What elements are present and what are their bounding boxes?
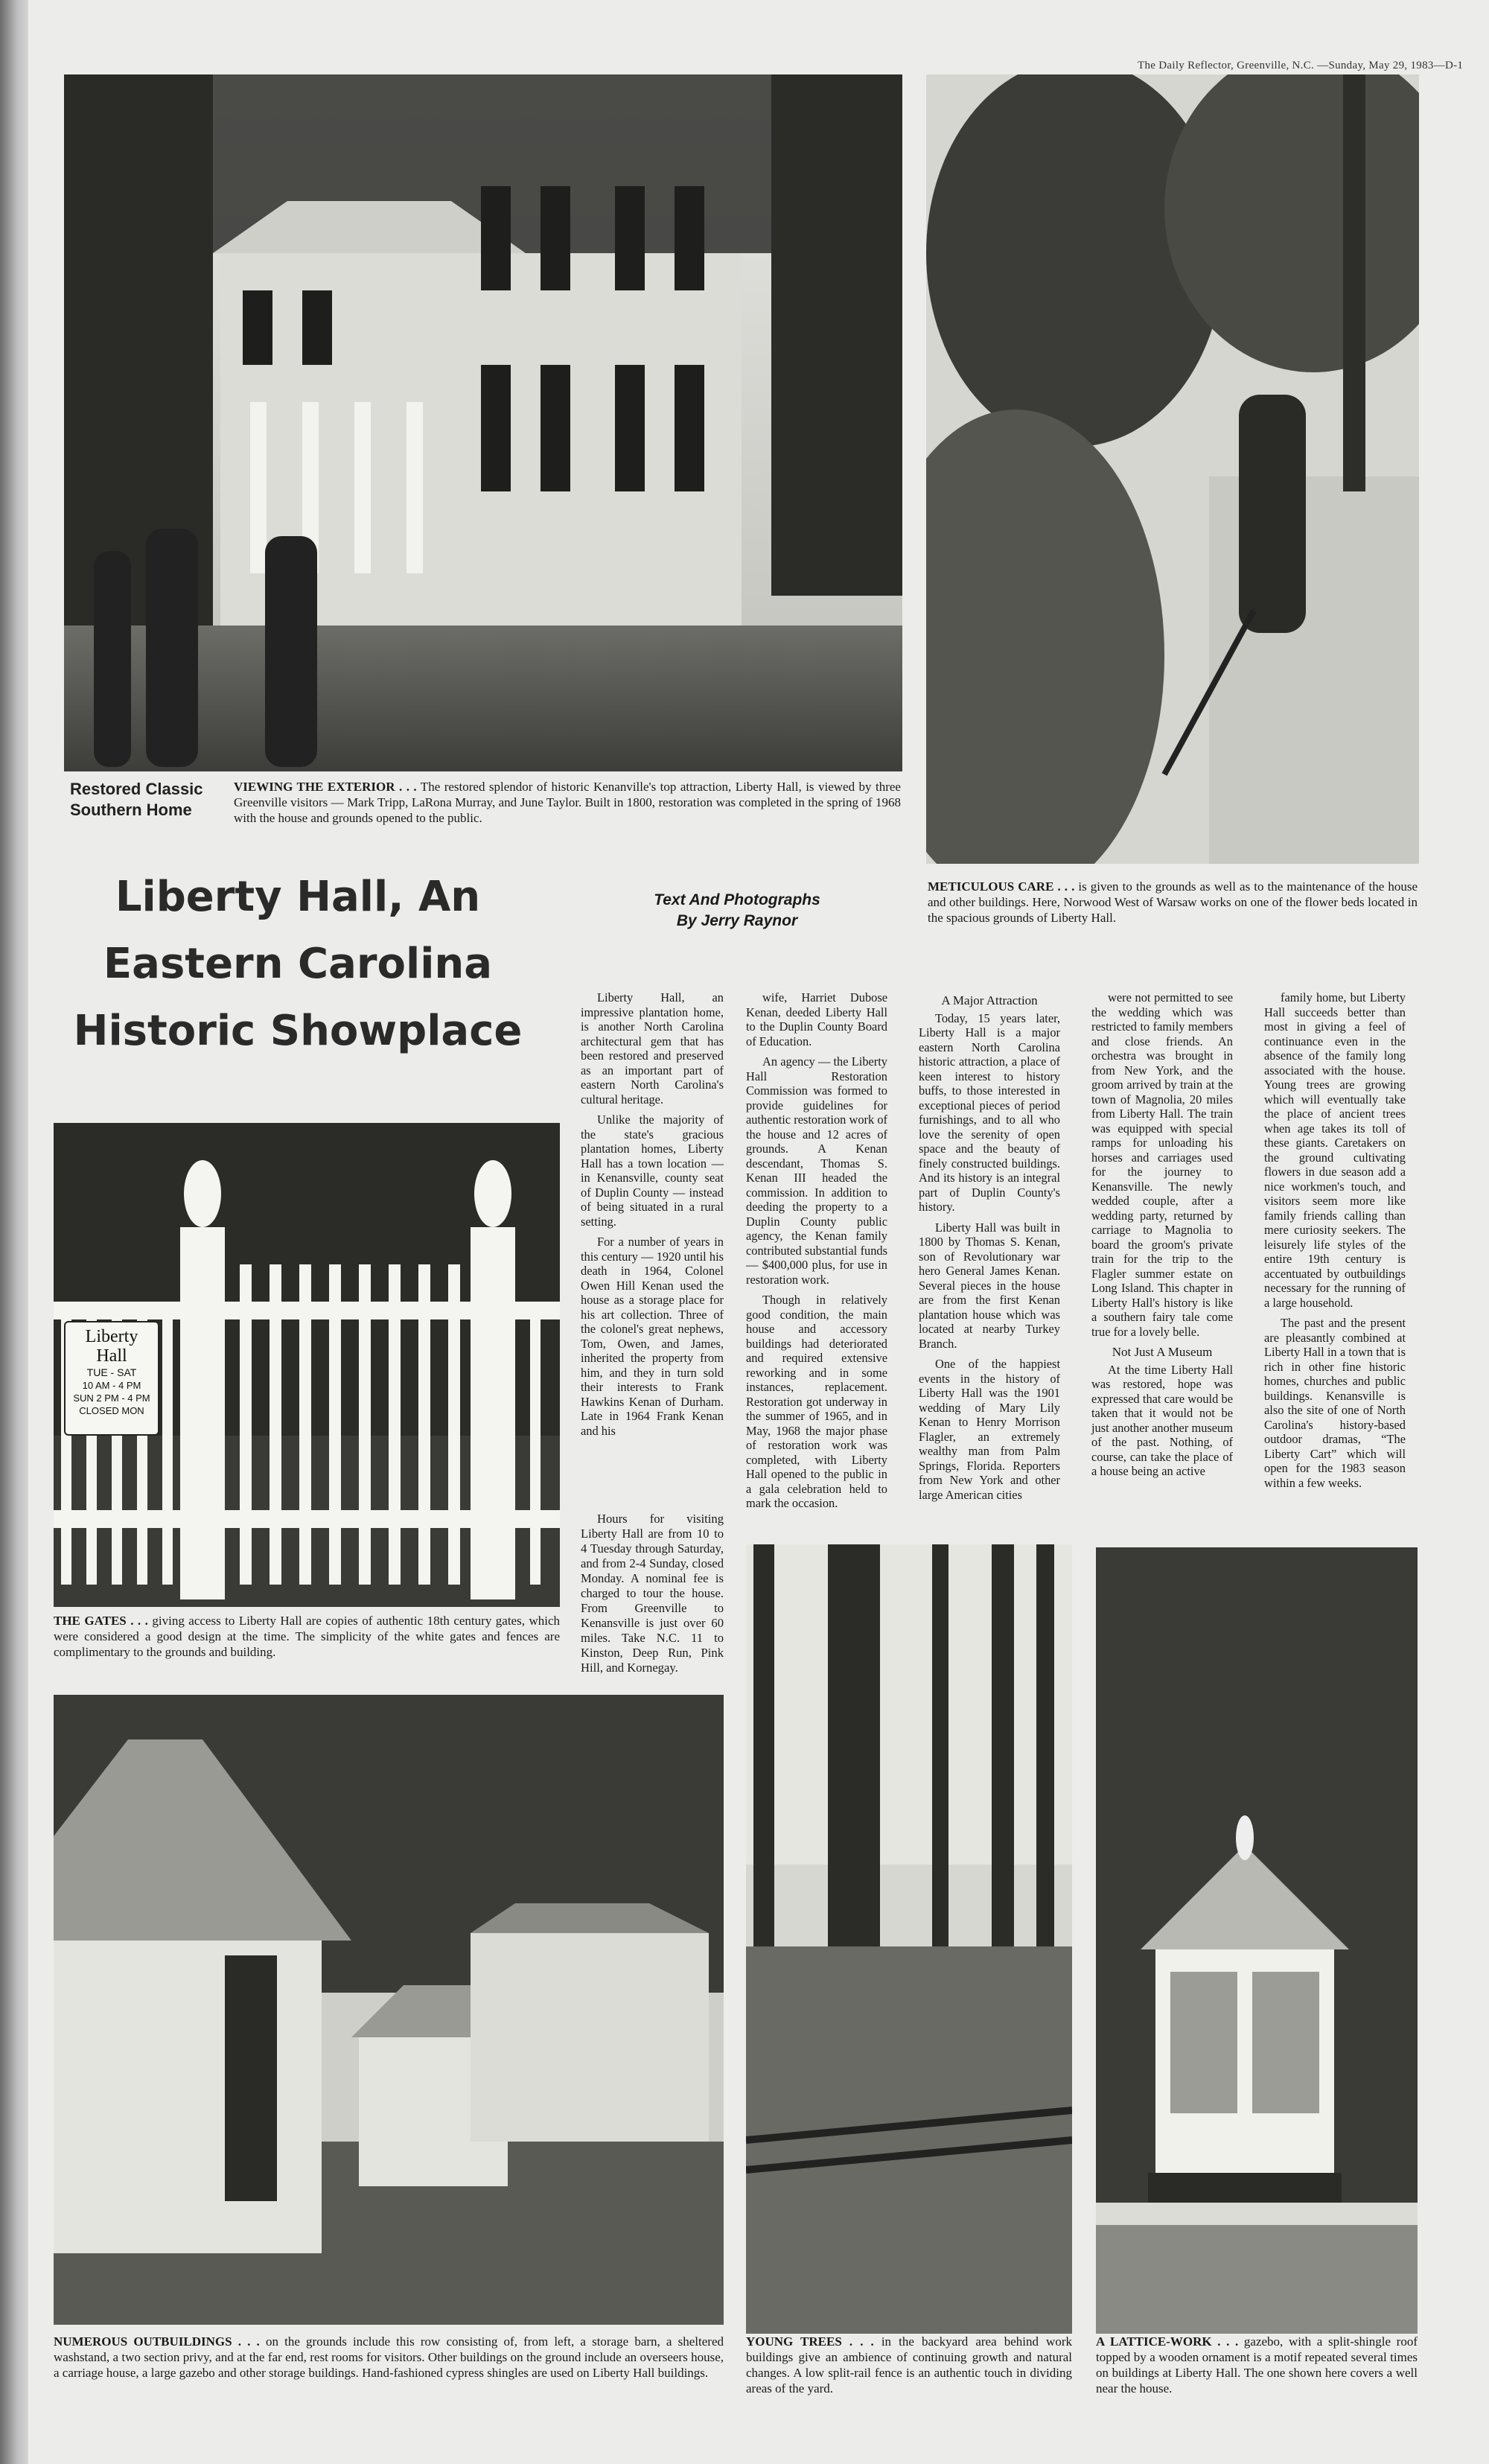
headline-line1: Liberty Hall, An [115, 873, 481, 921]
article-paragraph: Today, 15 years later, Liberty Hall is a major eastern North Carolina historic attraction, a place of keen interest to history buffs, to those interested in exceptional pieces of period furnishings, and to all who love the serenity of open space and the beauty of finely constructed buildings. And its history is an integral part of Duplin County's history. [919, 1010, 1060, 1214]
article-paragraph: family home, but Liberty Hall succeeds better than most in giving a feel of continuance even in the absence of the family long associated with the house. Young trees are growing which will eventually take the place of ancient trees when age takes its toll of these giants. Caretakers on the ground cultivating flowers in due season add a nice workmen's touch, and visitors seem more like family friends calling than mere curiosity seekers. The leisurely life styles of the entire 19th century is accentuated by outbuildings necessary for the running of a large household. [1264, 990, 1406, 1310]
caption-care-lead: METICULOUS CARE . . . [928, 879, 1075, 894]
gardener-image [926, 74, 1419, 864]
caption-care-text: is given to the grounds as well as to the maintenance of the house and other buildings. Here, Norwood West of Warsaw works on one of the flower beds located in the spacious grounds of Liberty Hall. [928, 879, 1418, 925]
article-paragraph: wife, Harriet Dubose Kenan, deeded Liberty Hall to the Duplin County Board of Education. [746, 990, 887, 1048]
caption-young-trees-lead: YOUNG TREES . . . [746, 2334, 874, 2349]
caption-care [928, 879, 1418, 926]
article-paragraph: Unlike the majority of the state's gracious plantation homes, Liberty Hall has a town location — in Kenansville, county seat of Duplin County — instead of being situated in a rural setting. [581, 1112, 724, 1229]
young-trees-image [746, 1544, 1072, 2334]
article-col4 [1091, 990, 1233, 1485]
photo-house-exterior [64, 74, 902, 771]
article-paragraph: Liberty Hall, an impressive plantation home, is another North Carolina architectural gem that has been restored and preserved as an important part of eastern North Carolina's cultural heritage. [581, 990, 724, 1107]
sidebar-label [70, 779, 219, 821]
caption-outbuildings-lead: NUMEROUS OUTBUILDINGS . . . [54, 2334, 260, 2349]
article-paragraph: At the time Liberty Hall was restored, hope was expressed that care would be taken that it would not be just another another museum of the past. Nothing, of course, can take the place of a house being an active [1091, 1362, 1233, 1478]
caption-outbuildings [54, 2334, 724, 2381]
byline [596, 890, 879, 932]
outbuildings-image [54, 1695, 724, 2325]
article-paragraph: Liberty Hall was built in 1800 by Thomas S. Kenan, son of Revolutionary war hero General James Kenan. Several pieces in the house are from the first Kenan plantation house which was located at nearby Turkey Branch. [919, 1220, 1060, 1351]
byline-line2: By Jerry Raynor [676, 912, 798, 929]
article-col1 [581, 990, 724, 1444]
caption-gates-lead: THE GATES . . . [54, 1614, 148, 1628]
headline [60, 864, 536, 1065]
folio-line: The Daily Reflector, Greenville, N.C. —Sunday, May 29, 1983—D-1 [1138, 60, 1464, 71]
photo-gates [54, 1123, 560, 1607]
caption-gates-text: giving access to Liberty Hall are copies of authentic 18th century gates, which were considered a good design at the time. The simplicity of the white gates and fences are complimentary to the grounds and building. [54, 1614, 560, 1659]
photo-gardener [926, 74, 1419, 864]
article-col3 [919, 990, 1060, 1508]
headline-line2: Eastern Carolina [103, 940, 493, 988]
caption-exterior-text: The restored splendor of historic Kenanville's top attraction, Liberty Hall, is viewed by three Greenville visitors — Mark Tripp, LaRona Murray, and June Taylor. Built in 1800, restoration was completed in the spring of 1968 with the house and grounds opened to the public. [234, 780, 901, 825]
caption-young-trees-text: in the backyard area behind work buildings give an ambience of continuing growth and natural changes. A low split-rail fence is an authentic touch in dividing areas of the yard. [746, 2334, 1072, 2395]
caption-lattice-lead: A LATTICE-WORK . . . [1096, 2334, 1239, 2349]
photo-outbuildings [54, 1695, 724, 2325]
subhead-not-just-museum: Not Just A Museum [1112, 1345, 1213, 1359]
article-paragraph: were not permitted to see the wedding which was restricted to family members and close friends. An orchestra was brought in from New York, and the groom arrived by train at the town of Magnolia, 20 miles from Liberty Hall. The train was equipped with special ramps for unloading his horses and carriages used for the journey to Kenansville. The newly wedded couple, after a wedding party, returned by carriage to Magnolia to board the groom's private train for the trip to the Flagler summer estate on Long Island. This chapter in Liberty Hall's history is like a southern fairy tale come true for a lovely belle. [1091, 990, 1233, 1339]
article-paragraph: The past and the present are pleasantly combined at Liberty Hall in a town that is rich in other fine historic homes, churches and public buildings. Kenansville is also the site of one of North Carolina's history-based outdoor dramas, “The Liberty Cart” which will open for the 1983 season within a few weeks. [1264, 1316, 1406, 1490]
photo-young-trees [746, 1544, 1072, 2334]
liberty-hall-sign [64, 1321, 159, 1436]
article-paragraph: For a number of years in this century — 1920 until his death in 1964, Colonel Owen Hill Kenan used the house as a storage place for his art collection. Three of the colonel's great nephews, Tom, Owen, and James, inherited the property from him, and they in turn sold their interests to Frank Hawkins Kenan of Durham. Late in 1964 Frank Kenan and his [581, 1235, 724, 1438]
headline-line3: Historic Showplace [73, 1007, 523, 1055]
subhead-major-attraction: A Major Attraction [941, 993, 1038, 1007]
caption-gates [54, 1613, 560, 1660]
sign-line5: SUN 2 PM - 4 PM [73, 1392, 150, 1404]
article-col2 [746, 990, 887, 1517]
sign-line6: CLOSED MON [79, 1405, 144, 1416]
caption-lattice [1096, 2334, 1418, 2396]
caption-exterior-lead: VIEWING THE EXTERIOR . . . [234, 780, 417, 794]
house-exterior-image [64, 74, 902, 771]
photo-lattice-gazebo [1096, 1547, 1418, 2334]
caption-young-trees [746, 2334, 1072, 2396]
caption-outbuildings-text: on the grounds include this row consisting of, from left, a storage barn, a sheltered washstand, a two section privy, and at the far end, rest rooms for visitors. Other buildings on the ground include an overseers house, a carriage house, a large gazebo and other storage buildings. Hand-fashioned cypress shingles are used on Liberty Hall buildings. [54, 2334, 724, 2380]
article-col5 [1264, 990, 1406, 1496]
byline-line1: Text And Photographs [654, 891, 820, 908]
sidebar-label-line2: Southern Home [70, 800, 192, 819]
sign-line1: Liberty [85, 1327, 138, 1346]
sign-line4: 10 AM - 4 PM [82, 1380, 141, 1391]
sign-line3: TUE - SAT [86, 1366, 137, 1378]
page-edge-shadow [0, 0, 28, 2464]
lattice-gazebo-image [1096, 1547, 1418, 2334]
caption-lattice-text: gazebo, with a split-shingle roof topped by a wooden ornament is a motif repeated several times on buildings at Liberty Hall. The one shown here covers a well near the house. [1096, 2334, 1418, 2395]
visiting-hours-box [581, 1512, 724, 1681]
sidebar-label-line1: Restored Classic [70, 780, 203, 798]
visiting-hours-text: Hours for visiting Liberty Hall are from 10 to 4 Tuesday through Saturday, and from 2-4 Sunday, closed Monday. A nominal fee is charged to tour the house. From Greenville to Kenansville is just over 60 miles. Take N.C. 11 to Kinston, Deep Run, Pink Hill, and Kornegay. [581, 1512, 724, 1675]
sign-line2: Hall [96, 1346, 127, 1366]
article-paragraph: Though in relatively good condition, the main house and accessory buildings had deteriorated and required extensive reworking and in some instances, replacement. Restoration got underway in the summer of 1965, and in May, 1968 the major phase of restoration work was completed, with Liberty Hall opened to the public in a gala celebration held to mark the occasion. [746, 1293, 887, 1510]
caption-exterior [234, 779, 901, 826]
article-paragraph: One of the happiest events in the history of Liberty Hall was the 1901 wedding of Mary Lily Kenan to Henry Morrison Flagler, an extremely wealthy man from Palm Springs, Florida. Reporters from New York and other large American cities [919, 1357, 1060, 1502]
article-paragraph: An agency — the Liberty Hall Restoration Commission was formed to provide guidelines for authentic restoration work of the house and 12 acres of grounds. A Kenan descendant, Thomas S. Kenan III headed the commission. In addition to deeding the property to a Duplin County public agency, the Kenan family contributed substantial funds — $400,000 plus, for use in restoration work. [746, 1054, 887, 1287]
